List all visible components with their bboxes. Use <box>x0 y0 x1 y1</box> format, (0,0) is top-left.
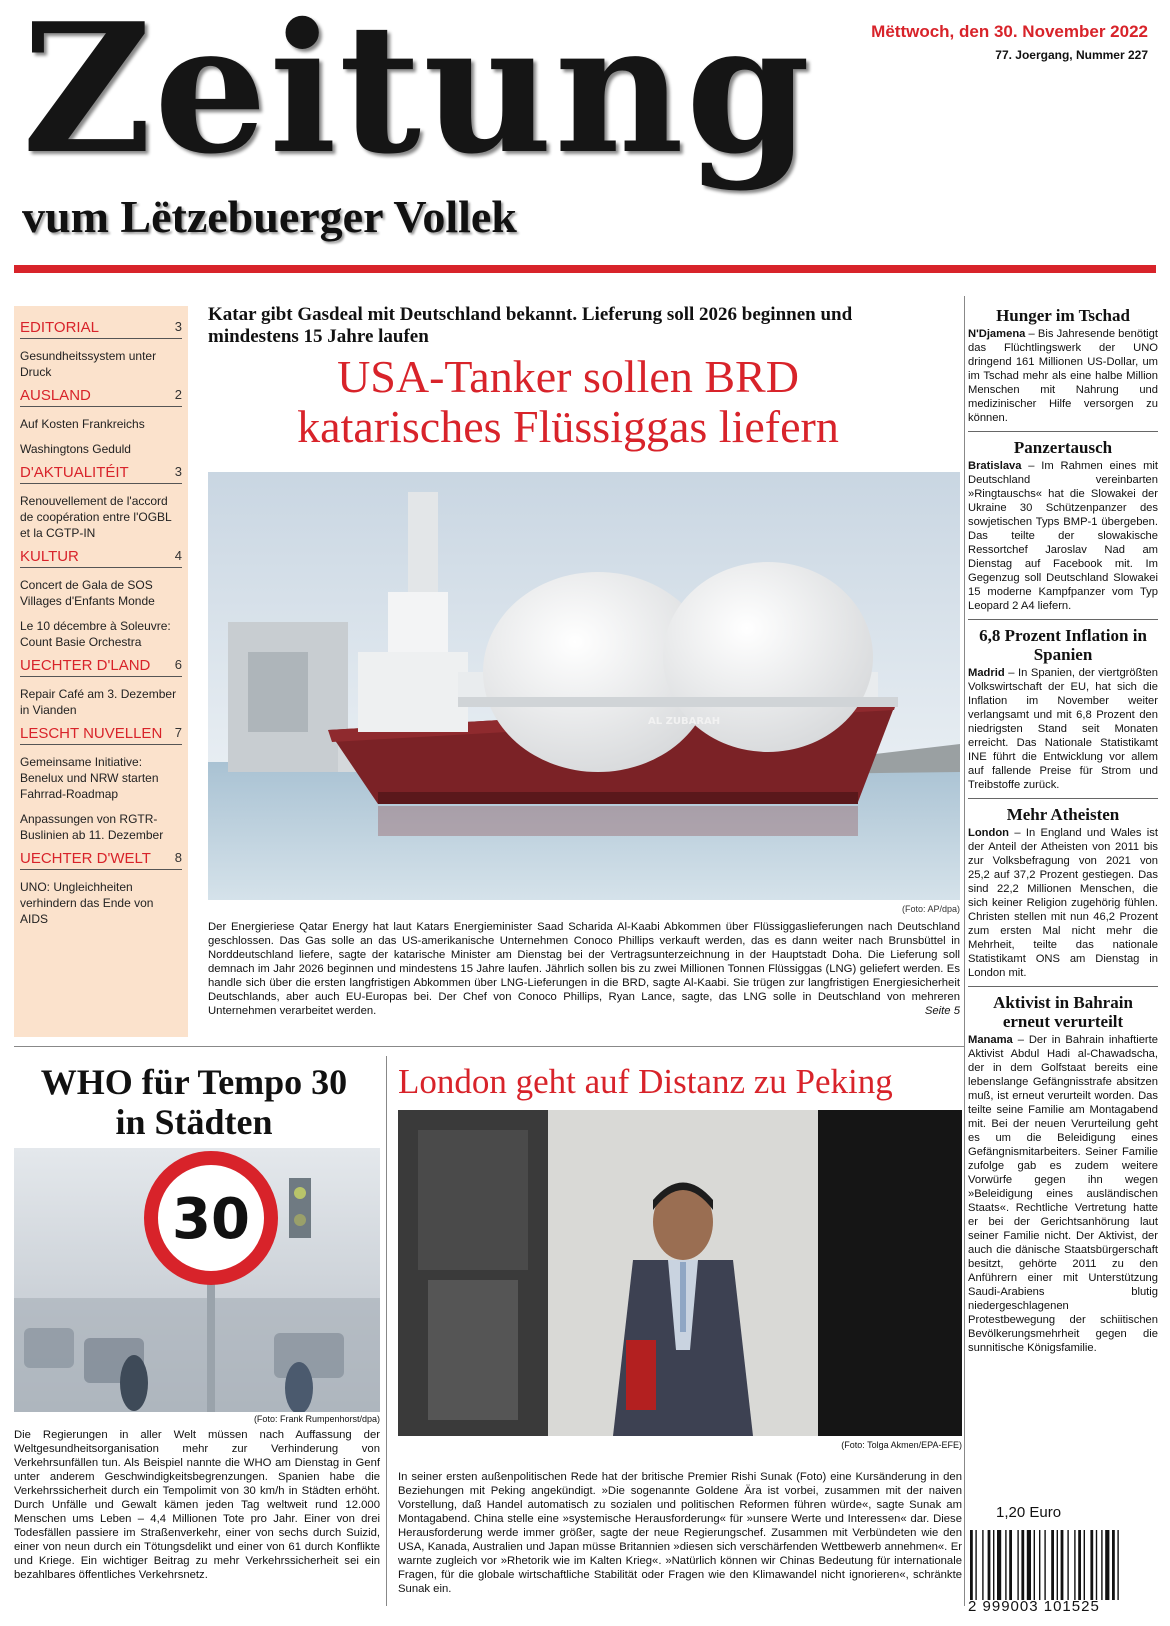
brief-body <box>968 666 1158 799</box>
brief-headline[interactable]: Hunger im Tschad <box>996 306 1130 325</box>
lead-body-text: Der Energieriese Qatar Energy hat laut Katars Energieminister Saad Scharida Al-Kaabi Abkommen über Flüssiggaslieferungen nach Deutschland geschlossen. Das Gas solle an das US-amerikanische Unternehmen Conoco Phillips verkauft werden, das es dann weiter nach Brunsbüttel in Norddeutschland liefere, sagte der katarische Minister am Dienstag bei der Vertragsunterzeichnung in der Hauptstadt Doha. Die Lieferung soll demnach im Jahr 2026 beginnen und mindestens 15 Jahre laufen. Jährlich sollen bis zu zwei Millionen Tonnen Flüssiggas (LNG) geliefert werden. Es handle sich über die ersten langfristigen Abkommen über LNG-Lieferungen in die BRD, sagte Al-Kaabi. Sie trügen zur langfristigen Energiesicherheit Deutschlands, aber auch EU-Europas bei. Der Chef von Conoco Phillips, Ryan Lance, sagte, das LNG solle in Deutschland von mehreren Unternehmen verarbeitet werden. <box>208 921 960 1017</box>
index-section <box>20 464 182 541</box>
brief-dateline: Madrid <box>968 667 1005 679</box>
index-section <box>20 387 182 457</box>
index-section-name[interactable]: AUSLAND <box>20 387 91 404</box>
brief-text: – In England und Wales ist der Anteil der Atheisten von 2011 bis zur Volksbefragung von 2021 von 25,2 auf 37,2 Prozent gestiegen. Das sind 22,2 Millionen Menschen, die sich keiner Religion zugehörig fühlen. Christen stellen mit nun 46,2 Prozent zum ersten Mal nicht mehr die Mehrheit, teilte das nationale Statistikamt ONS am Dienstag in London mit. <box>968 827 1158 979</box>
index-page-number: 3 <box>174 464 182 479</box>
brief-body <box>968 327 1158 432</box>
brief-item <box>968 805 1158 987</box>
lead-kicker: Katar gibt Gasdeal mit Deutschland bekannt. Lieferung soll 2026 beginnen und mindestens 15 Jahre laufen <box>208 304 853 347</box>
brief-text: – Im Rahmen eines mit Deutschland vereinbarten »Ringtauschs« hat die Slowakei der Ukraine 30 Schützenpanzer des sowjetischen Typs BMP-1 übergeben. Das teilte der slowakische Ressortchef Jaroslav Nad am Dienstag auf Facebook mit. Im Gegenzug soll Deutschland Slowakei 15 moderne Kampfpanzer vom Typ Leopard 2 A4 liefern. <box>968 460 1158 612</box>
brief-dateline: Bratislava <box>968 460 1022 472</box>
speed-sign-illustration <box>14 1148 380 1412</box>
brief-item <box>968 438 1158 620</box>
sunak-illustration <box>398 1110 962 1436</box>
index-item[interactable]: Gesundheitssystem unter Druck <box>20 349 157 379</box>
index-page-number: 6 <box>174 657 182 672</box>
who-headline-line[interactable]: in Städten <box>115 1102 273 1142</box>
index-heading[interactable] <box>20 850 182 870</box>
index-page-number: 7 <box>174 725 182 740</box>
index-item[interactable]: Concert de Gala de SOS Villages d'Enfants Monde <box>20 578 155 608</box>
ship-name: AL ZUBARAH <box>648 716 721 727</box>
index-page-number: 2 <box>174 387 182 402</box>
index-section <box>20 548 182 650</box>
brief-item <box>968 626 1158 799</box>
speed-limit-value: 30 <box>172 1187 250 1252</box>
index-heading[interactable] <box>20 387 182 407</box>
issue-number: 77. Joergang, Nummer 227 <box>995 48 1148 62</box>
lead-headline-line[interactable]: USA-Tanker sollen BRD <box>337 351 799 402</box>
who-headline[interactable] <box>14 1062 374 1142</box>
brief-headline[interactable]: Aktivist in Bahrain erneut verurteilt <box>993 993 1133 1031</box>
london-photo-sunak <box>398 1110 962 1436</box>
index-item[interactable]: Anpassungen von RGTR-Buslinien ab 11. Dezember <box>20 812 164 842</box>
index-item[interactable]: Washingtons Geduld <box>20 442 131 456</box>
column-divider <box>386 1056 387 1606</box>
column-divider <box>964 296 965 1606</box>
who-photo-caption: (Foto: Frank Rumpenhorst/dpa) <box>253 1414 380 1424</box>
london-headline[interactable]: London geht auf Distanz zu Peking <box>398 1062 893 1101</box>
index-item[interactable]: Le 10 décembre à Soleuvre: Count Basie Orchestra <box>20 619 171 649</box>
brief-body <box>968 1033 1158 1361</box>
tanker-illustration <box>208 472 960 900</box>
brief-dateline: London <box>968 827 1010 839</box>
london-photo-caption: (Foto: Tolga Akmen/EPA-EFE) <box>841 1440 962 1450</box>
index-section <box>20 725 182 843</box>
index-section-name[interactable]: UECHTER D'WELT <box>20 850 151 867</box>
who-body: Die Regierungen in aller Welt müssen nach Auffassung der Weltgesundheitsorganisation mehr zur Verhinderung von Verkehrsunfällen tun. Als Beispiel nannte die WHO am Dienstag in Genf unter anderem Geschwindigkeitsbegrenzungen. Spanien habe die Verkehrssicherheit durch ein Tempolimit von 30 km/h in Städten erhöht. Durch Unfälle und Gewalt kämen jeden Tag weltweit rund 12.000 Menschen ums Leben – 4,4 Millionen Tote pro Jahr. Einer von drei Todesfällen passiere im Straßenverkehr, einer von sechs durch Suizid, einer von neun durch ein Tötungsdelikt und einer von 61 durch Konflikte und Kriege. Ein wichtiger Beitrag zu mehr Verkehrssicherheit sei ein bezahlbares öffentliches Verkehrsnetz. <box>14 1429 380 1581</box>
who-photo-speed-sign <box>14 1148 380 1412</box>
index-heading[interactable] <box>20 548 182 568</box>
who-headline-line[interactable]: WHO für Tempo 30 <box>40 1062 348 1102</box>
index-section <box>20 319 182 380</box>
index-item[interactable]: Renouvellement de l'accord de coopération entre l'OGBL et la CGTP-IN <box>20 494 172 540</box>
index-section <box>20 657 182 718</box>
london-body: In seiner ersten außenpolitischen Rede hat der britische Premier Rishi Sunak (Foto) eine Kursänderung in den Beziehungen mit Peking angekündigt. »Die sogenannte Goldene Ära ist vorbei, zusammen mit der naiven Vorstellung, daß Handel automatisch zu sozialen und politischen Reformen führen würde«, sagte Sunak am Montagabend. China stelle eine »systemische Herausforderung« für »unsere Werte und Interessen« dar. Diese Herausforderung werde immer größer, sagte der neue Regierungschef. Zusammen mit Verbündeten wie den USA, Kanada, Australien und Japan müsse Britannien »diesen sich verschärfenden Wettbewerb annehmen«. Er warnte zugleich vor »Rhetorik wie im Kalten Krieg«. »Natürlich können wir Chinas Bedeutung für internationale Fragen, für die globale wirtschaftliche Stabilität oder Fragen wie den Klimawandel nicht ignorieren«, schränkte Sunak ein. <box>398 1471 962 1595</box>
index-heading[interactable] <box>20 725 182 745</box>
section-divider <box>14 1046 964 1047</box>
brief-headline[interactable]: Mehr Atheisten <box>1006 805 1120 824</box>
price: 1,20 Euro <box>996 1504 1062 1521</box>
index-item[interactable]: Repair Café am 3. Dezember in Vianden <box>20 687 177 717</box>
brief-dateline: N'Djamena <box>968 328 1026 340</box>
index-section-name[interactable]: UECHTER D'LAND <box>20 657 151 674</box>
brief-item <box>968 993 1158 1361</box>
brief-dateline: Manama <box>968 1034 1013 1046</box>
index-heading[interactable] <box>20 464 182 484</box>
index-item[interactable]: UNO: Ungleichheiten verhindern das Ende von AIDS <box>20 880 154 926</box>
index-page-number: 8 <box>174 850 182 865</box>
lead-headline-line[interactable]: katarisches Flüssiggas liefern <box>297 401 839 452</box>
news-briefs-column <box>968 306 1158 1367</box>
lead-body <box>208 920 960 1018</box>
masthead-rule <box>14 265 1156 273</box>
lead-photo-tanker <box>208 472 960 900</box>
index-section-name[interactable]: LESCHT NUVELLEN <box>20 725 163 742</box>
index-section-name[interactable]: KULTUR <box>20 548 79 565</box>
index-box <box>14 306 188 1037</box>
barcode <box>968 1530 1158 1600</box>
brief-headline[interactable]: Panzertausch <box>1013 438 1113 457</box>
lead-photo-caption: (Foto: AP/dpa) <box>901 904 960 914</box>
lead-continued-link[interactable]: Seite 5 <box>924 1005 960 1017</box>
masthead-subtitle: vum Lëtzebuerger Vollek <box>22 191 517 242</box>
index-section-name[interactable]: EDITORIAL <box>20 319 99 336</box>
brief-text: – In Spanien, der viertgrößten Volkswirtschaft der EU, hat sich die Inflation im November weiter verlangsamt und mit 6,8 Prozent den niedrigsten Stand seit Monaten erreicht. Das Nationale Statistikamt INE führt die Entwicklung vor allem auf fallende Preise für Strom und Treibstoffe zurück. <box>968 667 1158 791</box>
index-item[interactable]: Auf Kosten Frankreichs <box>20 417 145 431</box>
lead-headline[interactable] <box>208 352 928 452</box>
brief-item <box>968 306 1158 432</box>
index-item[interactable]: Gemeinsame Initiative: Benelux und NRW starten Fahrrad-Roadmap <box>20 755 159 801</box>
index-section <box>20 850 182 927</box>
issue-date: Mëttwoch, den 30. November 2022 <box>871 22 1148 41</box>
brief-text: – Der in Bahrain inhaftierte Aktivist Abdul Hadi al-Chawadscha, der in dem Golfstaat bereits eine lebenslange Gefängnisstrafe absitzen muß, ist erneut verurteilt worden. Das teilte seine Familie am Montagabend mit. Bei der neuen Verurteilung geht es um die Beleidigung eines Gefängnismitarbeiters. Seiner Familie zufolge gab es zudem weitere Vorwürfe gegen ihn wegen »Beleidigung eines ausländischen Staats«. Rechtliche Vertretung hatte er bei der Gerichtsanhörung laut seiner Familie nicht. Der Aktivist, der auch die dänische Staatsbürgerschaft besitzt, gehörte 2011 zu den Anführern einer mit Unterstützung Saudi-Arabiens blutig niedergeschlagenen Protestbewegung der schiitischen Bevölkerungsmehrheit gegen die sunnitische Königsfamilie. <box>968 1034 1158 1354</box>
brief-headline[interactable]: 6,8 Prozent Inflation in Spanien <box>979 626 1147 664</box>
index-section-name[interactable]: D'AKTUALITÉIT <box>20 464 129 481</box>
index-heading[interactable] <box>20 657 182 677</box>
index-heading[interactable] <box>20 319 182 339</box>
brief-body <box>968 459 1158 620</box>
masthead-title: Zeitung <box>22 0 813 193</box>
index-page-number: 4 <box>174 548 182 563</box>
brief-body <box>968 826 1158 987</box>
barcode-number: 2 999003 101525 <box>968 1598 1100 1615</box>
brief-text: – Bis Jahresende benötigt das Flüchtlingswerk der UNO dringend 161 Millionen US-Dollar, um im Tschad mehr als eine halbe Million Menschen mit Nahrung und medizinischer Hilfe versorgen zu können. <box>968 328 1158 424</box>
index-page-number: 3 <box>174 319 182 334</box>
